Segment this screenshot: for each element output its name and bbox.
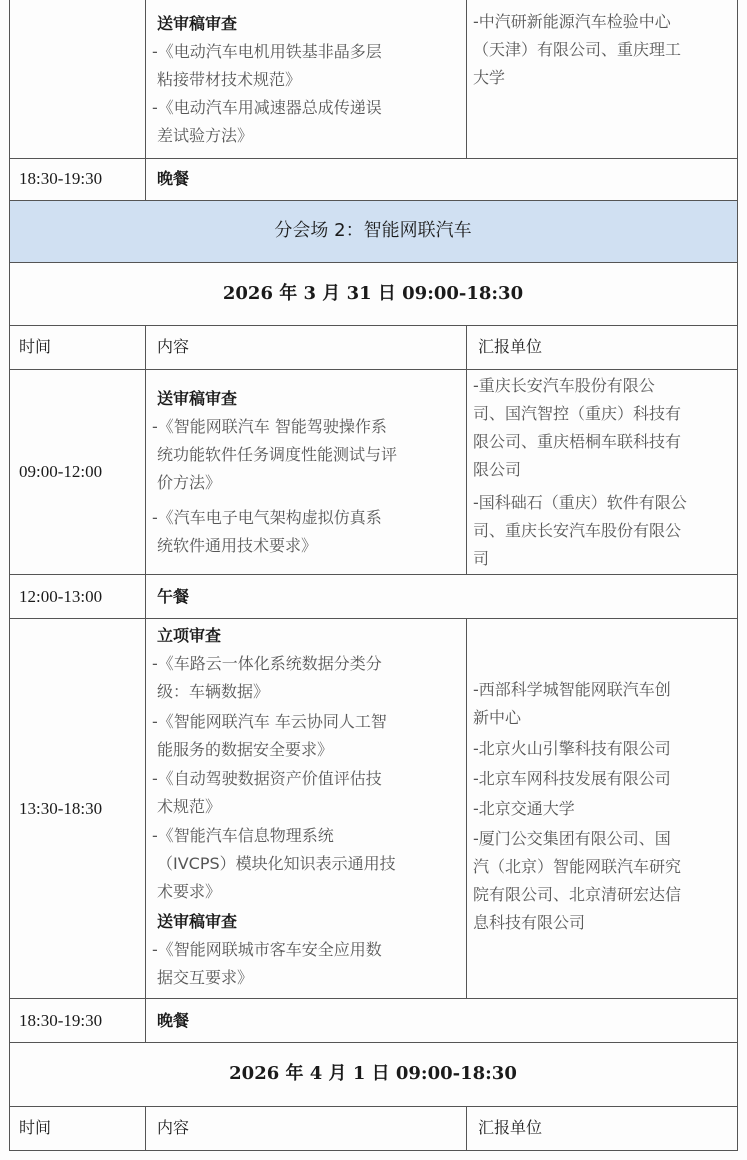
row-unit: -国科础石（重庆）软件有限公	[473, 493, 687, 512]
header-content: 内容	[157, 337, 190, 356]
dinner-time: 18:30-19:30	[19, 169, 103, 188]
row-item: -《智能汽车信息物理系统	[152, 826, 334, 845]
row-heading: 送审稿审查	[157, 389, 238, 408]
row-item: 据交互要求》	[157, 968, 254, 987]
top-content-line: 粘接带材技术规范》	[157, 70, 302, 89]
row-item: （IVCPS）模块化知识表示通用技	[157, 854, 396, 873]
row-item: 统软件通用技术要求》	[157, 536, 318, 555]
row-item: 术规范》	[157, 797, 222, 816]
row-time: 09:00-12:00	[19, 462, 103, 481]
top-unit-line: （天津）有限公司、重庆理工	[473, 40, 682, 59]
row-unit: 院有限公司、北京清研宏达信	[473, 885, 682, 904]
row-unit: -北京火山引擎科技有限公司	[473, 739, 671, 758]
row-item: -《车路云一体化系统数据分类分	[152, 654, 382, 673]
row-time: 13:30-18:30	[19, 799, 103, 818]
row-unit: -北京交通大学	[473, 799, 575, 818]
header-units: 汇报单位	[478, 337, 543, 356]
dinner-label: 晚餐	[157, 1011, 190, 1030]
lunch-time: 12:00-13:00	[19, 587, 103, 606]
row-unit: 新中心	[473, 708, 522, 727]
session-title: 分会场 2：智能网联汽车	[274, 220, 472, 241]
row-unit: 限公司	[473, 460, 522, 479]
top-content-line: -《电动汽车用减速器总成传递误	[152, 98, 382, 117]
row-item: 能服务的数据安全要求》	[157, 740, 334, 759]
top-content-heading: 送审稿审查	[157, 14, 238, 33]
header-time: 时间	[19, 1118, 52, 1137]
row-item: -《智能网联城市客车安全应用数	[152, 940, 382, 959]
row-unit: -厦门公交集团有限公司、国	[473, 829, 671, 848]
header-time: 时间	[19, 337, 52, 356]
row-item: 价方法》	[157, 473, 222, 492]
row-item: -《自动驾驶数据资产价值评估技	[152, 769, 382, 788]
row-item: 术要求》	[157, 882, 222, 901]
row-unit: 汽（北京）智能网联汽车研究	[473, 857, 682, 876]
dinner-label: 晚餐	[157, 169, 190, 188]
row-item: -《智能网联汽车 车云协同人工智	[152, 712, 387, 731]
row-item: -《智能网联汽车 智能驾驶操作系	[152, 417, 387, 436]
lunch-label: 午餐	[157, 587, 190, 606]
top-unit-line: 大学	[473, 68, 506, 87]
row-unit: -北京车网科技发展有限公司	[473, 769, 671, 788]
row-item: 统功能软件任务调度性能测试与评	[157, 445, 398, 464]
row-heading: 送审稿审查	[157, 912, 238, 931]
row-item: -《汽车电子电气架构虚拟仿真系	[152, 508, 382, 527]
row-unit: 息科技有限公司	[473, 913, 586, 932]
row-unit: 司、重庆长安汽车股份有限公	[473, 521, 682, 540]
row-unit: -西部科学城智能网联汽车创	[473, 680, 671, 699]
day-date: 2026 年 3 月 31 日 09:00-18:30	[222, 283, 524, 304]
day-date: 2026 年 4 月 1 日 09:00-18:30	[229, 1063, 517, 1084]
header-units: 汇报单位	[478, 1118, 543, 1137]
row-unit: 司	[473, 549, 490, 568]
row-heading: 立项审查	[157, 626, 222, 645]
row-unit: 限公司、重庆梧桐车联科技有	[473, 432, 682, 451]
top-unit-line: -中汽研新能源汽车检验中心	[473, 12, 671, 31]
row-unit: 司、国汽智控（重庆）科技有	[473, 404, 682, 423]
top-content-line: -《电动汽车电机用铁基非晶多层	[152, 42, 382, 61]
dinner-time: 18:30-19:30	[19, 1011, 103, 1030]
header-content: 内容	[157, 1118, 190, 1137]
top-content-line: 差试验方法》	[157, 126, 254, 145]
row-item: 级：车辆数据》	[157, 682, 270, 701]
row-unit: -重庆长安汽车股份有限公	[473, 376, 655, 395]
